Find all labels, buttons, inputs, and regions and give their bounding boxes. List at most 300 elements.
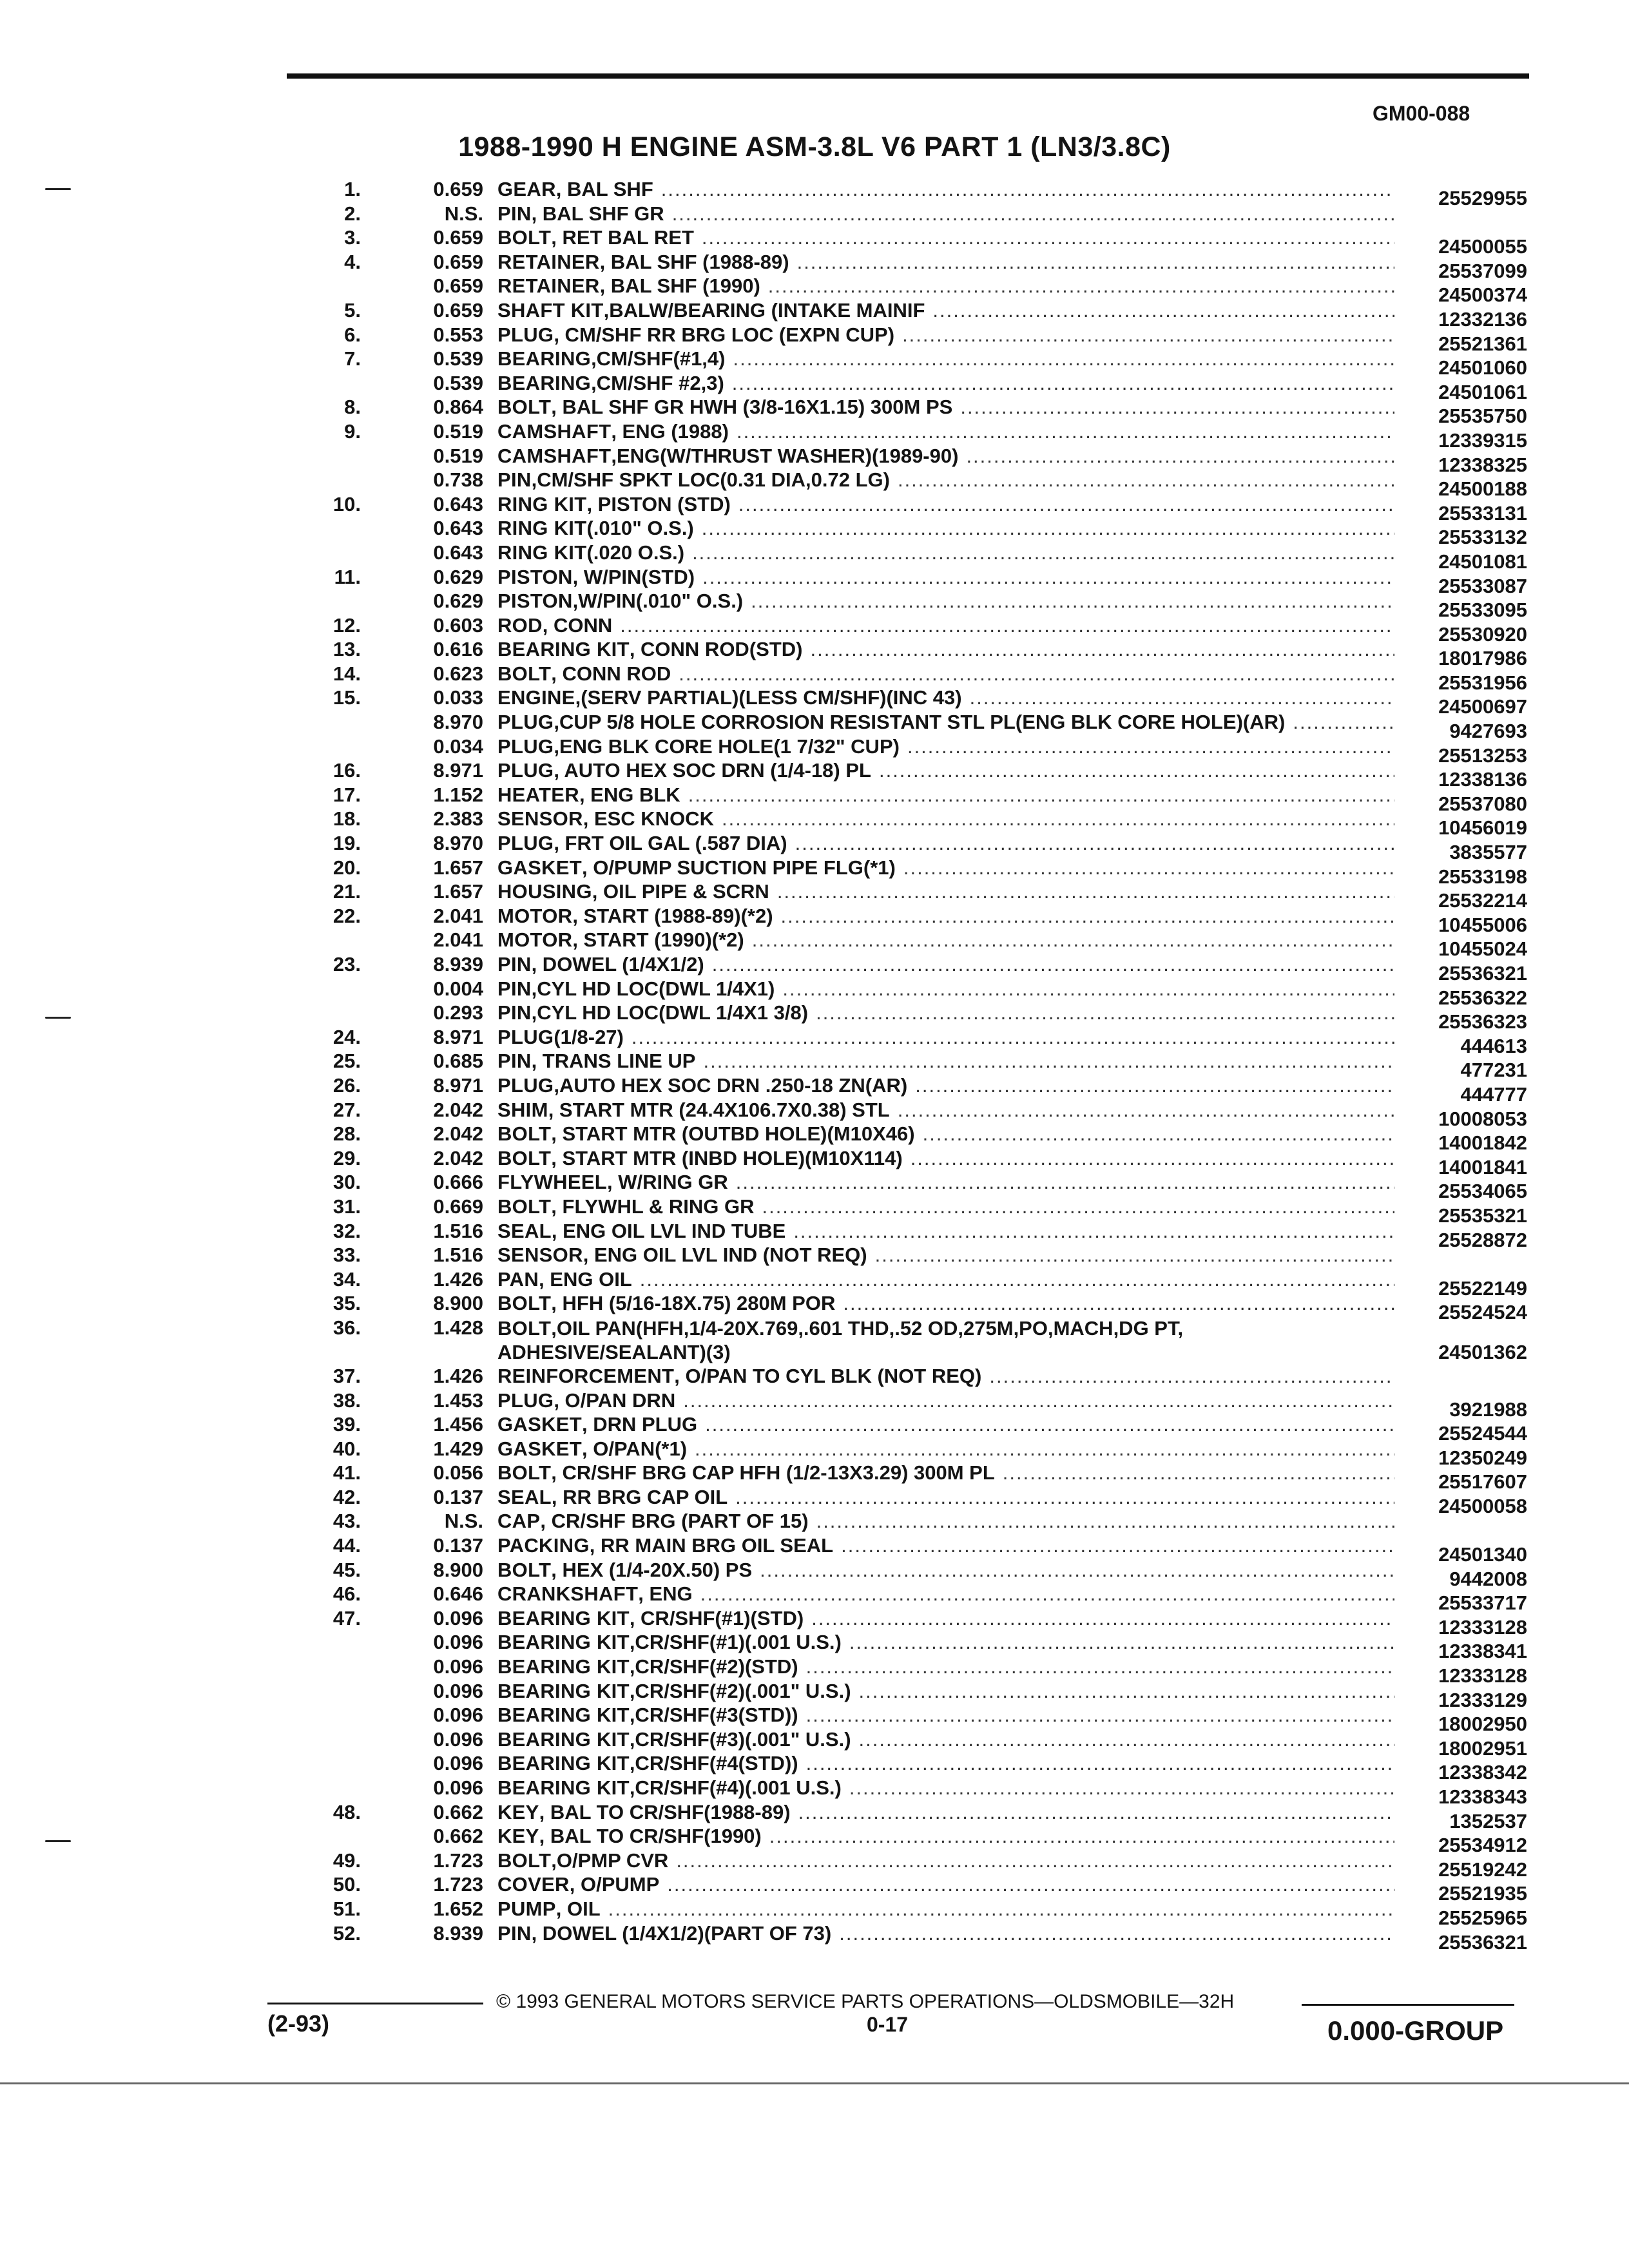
item-number: 25. <box>333 1050 361 1073</box>
part-spec: ,CR/SHF(#3)(.001" U.S.) <box>629 1727 851 1751</box>
group-number: 0.662 <box>433 1825 483 1848</box>
description-cell <box>497 1679 1527 1711</box>
dot-leader <box>798 1801 1394 1824</box>
dot-leader <box>898 468 1394 492</box>
table-row <box>296 369 1527 403</box>
description-cell <box>497 638 1527 670</box>
parts-list <box>296 175 1527 1954</box>
part-spec: , ENG OIL LVL IND (NOT REQ) <box>583 1244 867 1267</box>
dot-leader <box>736 1171 1394 1194</box>
description <box>497 1728 851 1751</box>
description <box>497 1389 675 1412</box>
part-name: GASKET <box>497 1413 582 1436</box>
part-spec: , FLYWHL & RING GR <box>551 1195 755 1218</box>
description-cell <box>497 1873 1527 1905</box>
group-number: 0.539 <box>433 371 483 394</box>
table-row <box>296 539 1527 573</box>
group-number: 1.723 <box>433 1873 483 1896</box>
table-row <box>296 1459 1527 1494</box>
description-cell <box>497 202 1527 226</box>
group-number: 0.666 <box>433 1171 483 1194</box>
group-number: 0.662 <box>433 1800 483 1823</box>
part-spec: , O/PUMP <box>569 1873 660 1896</box>
table-row <box>296 224 1527 258</box>
group-number: 0.553 <box>433 323 483 346</box>
description-cell <box>497 250 1527 282</box>
dot-leader <box>806 1752 1394 1775</box>
part-name: BOLT <box>497 1849 552 1872</box>
part-name: CAMSHAFT <box>497 419 612 443</box>
dot-leader <box>879 759 1394 782</box>
part-number: 25519242 <box>1438 1858 1527 1881</box>
part-name: PIN <box>497 202 532 225</box>
part-name: SEAL <box>497 1219 552 1242</box>
description-cell <box>497 1921 1527 1954</box>
table-row <box>296 1410 1527 1445</box>
part-name: PIN <box>497 977 532 1000</box>
description-cell <box>497 1292 1527 1324</box>
part-name: PLUG <box>497 1073 554 1097</box>
dot-leader <box>843 1292 1394 1315</box>
part-spec: (.020 O.S.) <box>586 541 685 564</box>
description-cell <box>497 565 1527 597</box>
table-row <box>296 1507 1527 1532</box>
item-number: 6. <box>344 323 361 346</box>
description-cell <box>497 1776 1527 1808</box>
description <box>497 493 731 516</box>
part-spec: ,BALW/BEARING (INTAKE MAINIF <box>603 298 925 322</box>
item-number: 17. <box>333 783 361 806</box>
part-spec: , AUTO HEX SOC DRN (1/4-18) PL <box>554 759 871 782</box>
group-number: 1.152 <box>433 783 483 806</box>
item-number: 33. <box>333 1244 361 1267</box>
description-cell <box>497 1558 1527 1590</box>
description <box>497 1510 809 1533</box>
table-row <box>296 1725 1527 1760</box>
page-title: 1988-1990 H ENGINE ASM-3.8L V6 PART 1 (LN3/3.8C) <box>458 131 1171 162</box>
description-cell <box>497 1195 1527 1227</box>
description <box>497 735 900 758</box>
item-number: 13. <box>333 638 361 661</box>
description <box>497 1268 632 1291</box>
dot-leader <box>903 856 1394 879</box>
part-spec: , ENG OIL <box>539 1267 632 1291</box>
group-number: 0.137 <box>433 1534 483 1557</box>
table-row <box>296 1701 1527 1736</box>
part-number: 25532214 <box>1438 889 1527 912</box>
description-cell <box>497 178 1527 209</box>
group-number: 0.519 <box>433 444 483 467</box>
part-number: 25536321 <box>1438 1930 1527 1954</box>
part-spec: ,(SERV PARTIAL)(LESS CM/SHF)(INC 43) <box>575 686 962 709</box>
description-cell <box>497 492 1527 524</box>
item-number: 39. <box>333 1413 361 1436</box>
margin-mark <box>45 188 71 190</box>
part-name: ROD <box>497 613 543 637</box>
group-number: 8.971 <box>433 1025 483 1048</box>
table-row <box>296 781 1527 815</box>
description <box>497 1147 903 1170</box>
table-row <box>296 902 1527 936</box>
item-number: 41. <box>333 1461 361 1485</box>
description-cell <box>497 1025 1527 1057</box>
part-name: BOLT <box>497 226 552 249</box>
item-number: 7. <box>344 347 361 370</box>
part-number: 24500374 <box>1438 284 1527 307</box>
part-name: PIN <box>497 468 532 492</box>
item-number: 24. <box>333 1025 361 1048</box>
part-name: BEARING KIT <box>497 638 630 661</box>
part-spec: , W/RING GR <box>607 1171 728 1194</box>
description-cell <box>497 226 1527 258</box>
part-name: KEY <box>497 1800 539 1823</box>
part-name: PIN <box>497 953 532 975</box>
part-name: PAN <box>497 1267 539 1291</box>
part-number: 25517607 <box>1438 1470 1527 1494</box>
description-cell <box>497 1050 1527 1082</box>
table-row <box>296 1144 1527 1178</box>
description <box>497 1171 728 1194</box>
item-number: 5. <box>344 298 361 322</box>
part-spec: , HEX (1/4-20X.50) PS <box>551 1558 753 1581</box>
part-name: BEARING KIT <box>497 1679 630 1702</box>
description-cell <box>497 1146 1527 1178</box>
group-number: 8.970 <box>433 832 483 855</box>
dot-leader <box>849 1776 1394 1800</box>
table-row <box>296 1870 1527 1905</box>
dot-leader <box>875 1244 1394 1267</box>
part-spec: (1/8-27) <box>554 1025 624 1048</box>
description-cell <box>497 1437 1527 1469</box>
part-spec: ,W/PIN(.010" O.S.) <box>572 590 744 613</box>
bottom-rule <box>0 2082 1629 2084</box>
item-number: 51. <box>333 1897 361 1920</box>
table-row <box>296 1193 1527 1227</box>
part-spec: , BAL TO CR/SHF(1988-89) <box>539 1800 791 1823</box>
part-name: GASKET <box>497 1437 582 1460</box>
description-cell <box>497 274 1527 307</box>
description <box>497 1486 728 1509</box>
group-number: 1.723 <box>433 1849 483 1872</box>
group-number: 0.864 <box>433 396 483 419</box>
margin-mark <box>45 1017 71 1019</box>
part-number: 25535750 <box>1438 405 1527 428</box>
part-name: RETAINER <box>497 274 600 298</box>
group-number: 1.657 <box>433 880 483 903</box>
part-name: RING KIT <box>497 541 587 564</box>
part-name: PLUG <box>497 1389 554 1412</box>
description <box>497 299 925 322</box>
part-name: BEARING KIT <box>497 1631 630 1654</box>
part-name: PLUG <box>497 759 554 782</box>
part-name: GEAR <box>497 178 556 200</box>
item-number: 1. <box>344 178 361 200</box>
table-row <box>296 175 1527 209</box>
part-number: 25535321 <box>1438 1204 1527 1227</box>
part-number: 14001842 <box>1438 1131 1527 1155</box>
description <box>497 1001 808 1024</box>
item-number: 9. <box>344 419 361 443</box>
description-cell <box>497 711 1527 743</box>
dot-leader <box>839 1922 1394 1945</box>
description-cell <box>497 1655 1527 1687</box>
item-number: 32. <box>333 1219 361 1242</box>
group-number: 0.616 <box>433 638 483 661</box>
part-number: 14001841 <box>1438 1155 1527 1178</box>
part-name: RETAINER <box>497 250 600 273</box>
dot-leader <box>752 928 1394 952</box>
dot-leader <box>712 953 1394 976</box>
dot-leader <box>816 1001 1394 1024</box>
part-name: HEATER <box>497 783 579 806</box>
description-cell <box>497 1461 1527 1494</box>
description <box>497 468 890 492</box>
margin-mark <box>45 1840 71 1842</box>
group-number: 0.685 <box>433 1050 483 1073</box>
description-cell <box>497 880 1527 912</box>
part-name: BOLT <box>497 1146 552 1169</box>
table-row <box>296 490 1527 524</box>
group-number: 0.096 <box>433 1679 483 1702</box>
part-number: 25533087 <box>1438 574 1527 597</box>
group-number: 0.539 <box>433 347 483 370</box>
description-cell <box>497 686 1527 718</box>
dot-leader <box>738 493 1394 516</box>
description-cell <box>497 444 1527 476</box>
dot-leader <box>782 977 1394 1001</box>
description <box>497 372 724 395</box>
group-number: 0.096 <box>433 1776 483 1799</box>
part-name: BOLT <box>497 396 552 419</box>
item-number: 26. <box>333 1073 361 1097</box>
part-name: BOLT <box>497 662 552 685</box>
revision-date: (2-93) <box>267 2010 330 2037</box>
table-row <box>296 684 1527 718</box>
part-spec: , START MTR (24.4X106.7X0.38) STL <box>548 1098 890 1121</box>
page-number: 0-17 <box>867 2013 909 2036</box>
part-spec: , CM/SHF RR BRG LOC (EXPN CUP) <box>554 323 895 346</box>
part-name: GASKET <box>497 856 582 879</box>
part-name: PIN <box>497 1921 532 1945</box>
dot-leader <box>849 1631 1394 1654</box>
table-row <box>296 1532 1527 1566</box>
description-cell <box>497 662 1527 694</box>
table-row <box>296 950 1527 985</box>
group-number: 0.643 <box>433 492 483 515</box>
part-name: SEAL <box>497 1485 552 1508</box>
dot-leader <box>1003 1461 1394 1485</box>
table-row <box>296 1604 1527 1639</box>
dot-leader <box>915 1074 1394 1097</box>
table-row <box>296 854 1527 888</box>
description-cell <box>497 1606 1527 1639</box>
item-number: 37. <box>333 1364 361 1387</box>
part-spec: , CONN ROD <box>551 662 671 685</box>
table-row <box>296 733 1527 767</box>
group-number: 0.629 <box>433 565 483 588</box>
description <box>497 251 789 274</box>
item-number: 46. <box>333 1582 361 1606</box>
part-spec: ,CYL HD LOC(DWL 1/4X1 3/8) <box>531 1001 809 1024</box>
group-number: 0.643 <box>433 517 483 540</box>
dot-leader <box>640 1268 1394 1291</box>
group-number: 0.659 <box>433 178 483 200</box>
part-number: 25522149 <box>1438 1276 1527 1300</box>
part-number: 12332136 <box>1438 307 1527 331</box>
part-name: BEARING <box>497 347 592 370</box>
description <box>497 1220 786 1243</box>
part-name: BOLT <box>497 1122 552 1146</box>
part-spec: , CR/SHF BRG (PART OF 15) <box>540 1510 809 1533</box>
dot-leader <box>806 1655 1394 1678</box>
part-number: 24500058 <box>1438 1494 1527 1517</box>
item-number: 29. <box>333 1146 361 1169</box>
description-cell <box>497 298 1527 331</box>
table-row <box>296 1919 1527 1954</box>
part-spec: , DOWEL (1/4X1/2) <box>531 953 704 975</box>
dot-leader <box>806 1704 1394 1727</box>
part-spec: ,CM/SHF(#1,4) <box>591 347 726 370</box>
item-number: 31. <box>333 1195 361 1218</box>
part-number: 477231 <box>1460 1059 1527 1082</box>
part-name: BOLT <box>497 1292 552 1315</box>
item-number: 19. <box>333 832 361 855</box>
item-number: 15. <box>333 686 361 709</box>
group-number: 0.096 <box>433 1704 483 1727</box>
dot-leader <box>679 662 1394 686</box>
group-number: N.S. <box>444 202 483 225</box>
part-spec: , BAL SHF GR <box>531 202 664 225</box>
part-number: 25521361 <box>1438 332 1527 355</box>
table-row <box>296 1241 1527 1265</box>
item-number: 34. <box>333 1267 361 1291</box>
table-row <box>296 1628 1527 1663</box>
part-name: PISTON <box>497 565 573 588</box>
group-number: 0.646 <box>433 1582 483 1606</box>
table-row <box>296 1289 1527 1324</box>
part-spec: , BAL SHF GR HWH (3/8-16X1.15) 300M PS <box>551 396 953 419</box>
description <box>497 590 743 613</box>
part-number: 24500188 <box>1438 477 1527 501</box>
part-number: 444777 <box>1460 1082 1527 1106</box>
item-number: 49. <box>333 1849 361 1872</box>
part-name: PLUG <box>497 832 554 855</box>
part-spec: ,ENG BLK CORE HOLE(1 7/32" CUP) <box>554 735 900 758</box>
part-spec: , RR BRG CAP OIL <box>551 1485 728 1508</box>
description-cell <box>497 1800 1527 1832</box>
part-number: 24500055 <box>1438 235 1527 258</box>
table-row <box>296 1847 1527 1881</box>
group-number: 1.516 <box>433 1219 483 1242</box>
part-number: 25533717 <box>1438 1591 1527 1615</box>
dot-leader <box>1293 711 1394 734</box>
group-number: 1.516 <box>433 1244 483 1267</box>
description <box>497 226 694 249</box>
item-number: 3. <box>344 226 361 249</box>
dot-leader <box>970 686 1394 709</box>
description <box>497 1316 1387 1364</box>
part-name: MOTOR <box>497 904 573 927</box>
description-cell <box>497 590 1527 622</box>
part-spec: , TRANS LINE UP <box>531 1050 696 1073</box>
footer-rule-right <box>1302 2004 1514 2006</box>
description-cell <box>497 517 1527 549</box>
part-number: 25524524 <box>1438 1301 1527 1324</box>
part-number: 25513253 <box>1438 744 1527 767</box>
group-number: 0.738 <box>433 468 483 492</box>
group-number: 8.900 <box>433 1292 483 1315</box>
group-number: 8.900 <box>433 1558 483 1581</box>
description-cell <box>497 1825 1527 1857</box>
dot-leader <box>859 1680 1394 1703</box>
part-spec: ,CM/SHF #2,3) <box>591 371 724 394</box>
dot-leader <box>781 905 1394 928</box>
description <box>497 1582 693 1606</box>
group-number: 0.033 <box>433 686 483 709</box>
dot-leader <box>777 880 1394 903</box>
group-number: 0.623 <box>433 662 483 685</box>
part-name: PUMP <box>497 1897 556 1920</box>
description-cell <box>497 1631 1527 1663</box>
part-spec: ,CR/SHF(#2)(.001" U.S.) <box>629 1679 851 1702</box>
item-number: 43. <box>333 1510 361 1533</box>
table-row <box>296 878 1527 912</box>
description <box>497 638 802 661</box>
group-number: 1.453 <box>433 1389 483 1412</box>
description <box>497 1122 915 1146</box>
part-number: 25529955 <box>1438 187 1527 209</box>
part-number: 10455006 <box>1438 913 1527 936</box>
table-row <box>296 1387 1527 1421</box>
description-cell <box>497 1897 1527 1929</box>
part-number: 18017986 <box>1438 647 1527 670</box>
table-row <box>296 1265 1527 1300</box>
part-spec: , BAL TO CR/SHF(1990) <box>539 1825 762 1848</box>
dot-leader <box>816 1510 1394 1533</box>
table-row <box>296 296 1527 331</box>
part-spec: ,CM/SHF SPKT LOC(0.31 DIA,0.72 LG) <box>531 468 890 492</box>
part-name: RING KIT <box>497 517 587 540</box>
description <box>497 832 787 855</box>
part-name: BEARING KIT <box>497 1704 630 1727</box>
description-cell <box>497 613 1527 646</box>
description-cell <box>497 735 1527 767</box>
dot-leader <box>966 445 1394 468</box>
part-spec: , OIL PIPE & SCRN <box>592 880 769 903</box>
part-spec: ,CYL HD LOC(DWL 1/4X1) <box>531 977 775 1000</box>
part-number: 25521935 <box>1438 1882 1527 1905</box>
part-number: 25524544 <box>1438 1422 1527 1445</box>
table-row <box>296 756 1527 791</box>
part-spec: ,CR/SHF(#4(STD)) <box>629 1752 798 1775</box>
group-label: 0.000-GROUP <box>1327 2015 1504 2046</box>
item-number: 10. <box>333 492 361 515</box>
description <box>497 807 714 831</box>
dot-leader <box>683 1389 1394 1412</box>
part-number: 24501362 <box>1438 1340 1527 1363</box>
part-spec: , ESC KNOCK <box>583 807 714 831</box>
part-name: KEY <box>497 1825 539 1848</box>
table-row <box>296 321 1527 355</box>
description <box>497 1195 754 1218</box>
dot-leader <box>631 1026 1394 1049</box>
part-spec: , START MTR (INBD HOLE)(M10X114) <box>551 1146 903 1169</box>
part-name: BEARING KIT <box>497 1606 630 1629</box>
group-number: 1.657 <box>433 856 483 879</box>
table-row <box>296 587 1527 622</box>
table-row <box>296 563 1527 597</box>
item-number: 2. <box>344 202 361 225</box>
